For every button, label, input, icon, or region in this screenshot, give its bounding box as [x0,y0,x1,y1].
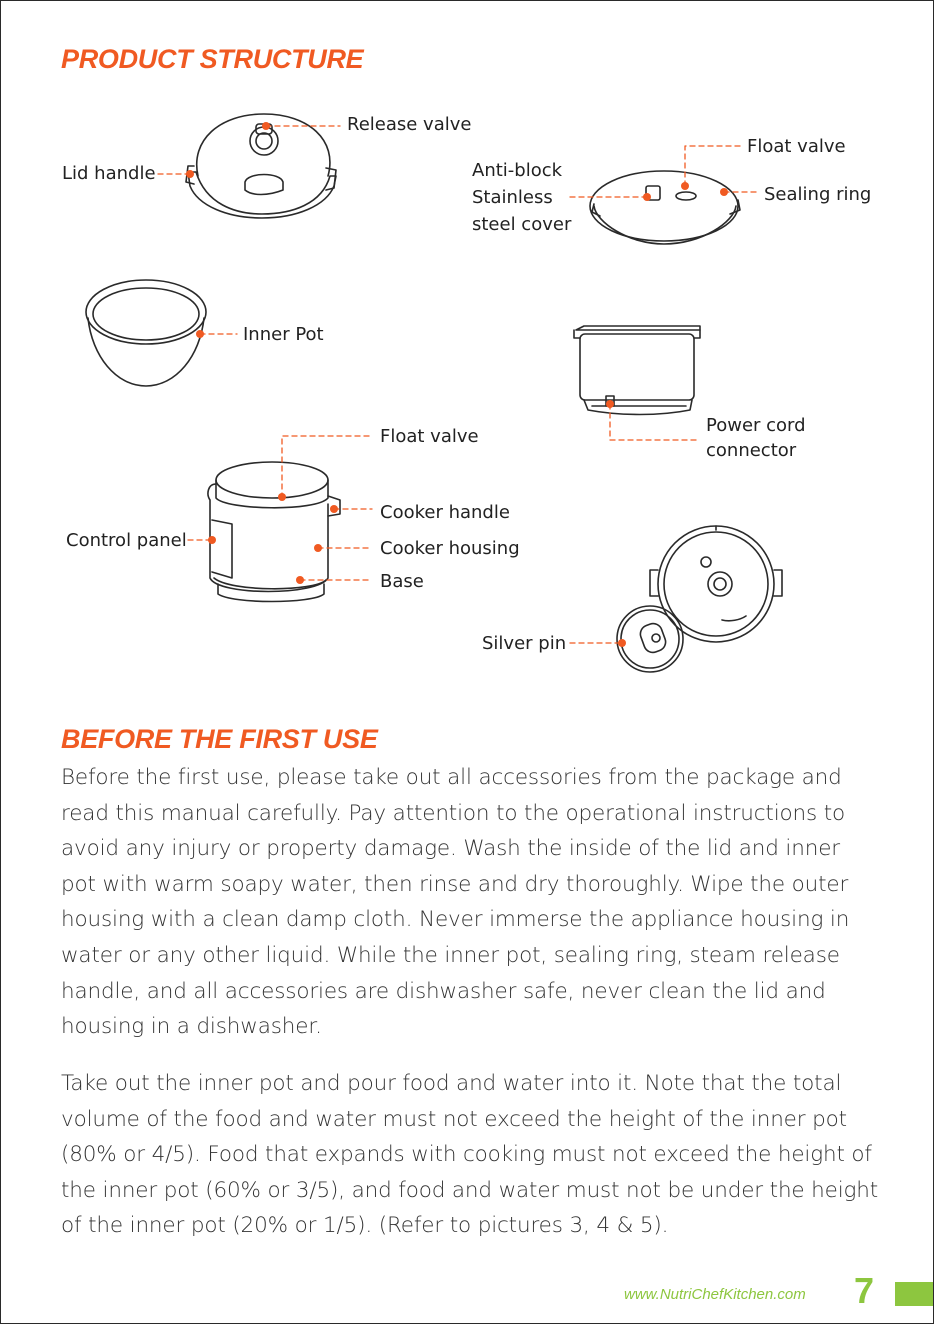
stainless-cover-illustration [590,171,740,244]
lid-illustration [186,114,336,218]
label-base: Base [380,571,424,592]
label-anti-block-cover: Anti-block Stainless steel cover [472,160,572,235]
lid-top-illustration [650,526,782,642]
label-cooker-handle: Cooker handle [380,502,510,523]
label-release-valve: Release valve [347,114,472,135]
label-control-panel: Control panel [66,530,187,551]
footer-accent-bar [895,1282,933,1306]
label-power-cord-connector: Power cord connector [706,415,806,461]
label-cooker-housing: Cooker housing [380,538,520,559]
label-float-valve-cooker: Float valve [380,426,479,447]
section-title-before-first-use: BEFORE THE FIRST USE [61,724,378,754]
label-float-valve-lid: Float valve [747,136,846,157]
inner-pot-illustration [86,280,206,386]
paragraph-inner-pot-fill: Take out the inner pot and pour food and water into it. Note that the total volume of the food and water must not exceed the height of the inner pot (80% or 4/5). Food that expands with cooking must not exceed the height of the inner pot (60% or 3/5), and food and water must not be under the height of the inner pot (20% or 1/5). (Refer to pictures 3, 4 & 5). [61,1071,879,1239]
cooker-side-illustration [574,326,700,415]
page-number: 7 [854,1270,875,1311]
silver-pin-zoom [617,606,683,672]
footer-website-link[interactable]: www.NutriChefKitchen.com [624,1286,806,1303]
label-inner-pot: Inner Pot [243,324,324,345]
label-lid-handle: Lid handle [62,163,156,184]
label-silver-pin: Silver pin [482,633,567,654]
section-title-product-structure: PRODUCT STRUCTURE [61,44,364,74]
label-sealing-ring: Sealing ring [764,184,872,205]
paragraph-first-use: Before the first use, please take out all accessories from the package and read this manual carefully. Pay attention to the operational instructions to avoid any injury or property damage. Wash the inside of the lid and inner pot with warm soapy water, then rinse and dry thoroughly. Wipe the outer housing with a clean damp cloth. Never immerse the appliance housing in water or any other liquid. While the inner pot, sealing ring, steam release handle, and all accessories are dishwasher safe, never clean the lid and housing in a dishwasher. [61,765,850,1040]
